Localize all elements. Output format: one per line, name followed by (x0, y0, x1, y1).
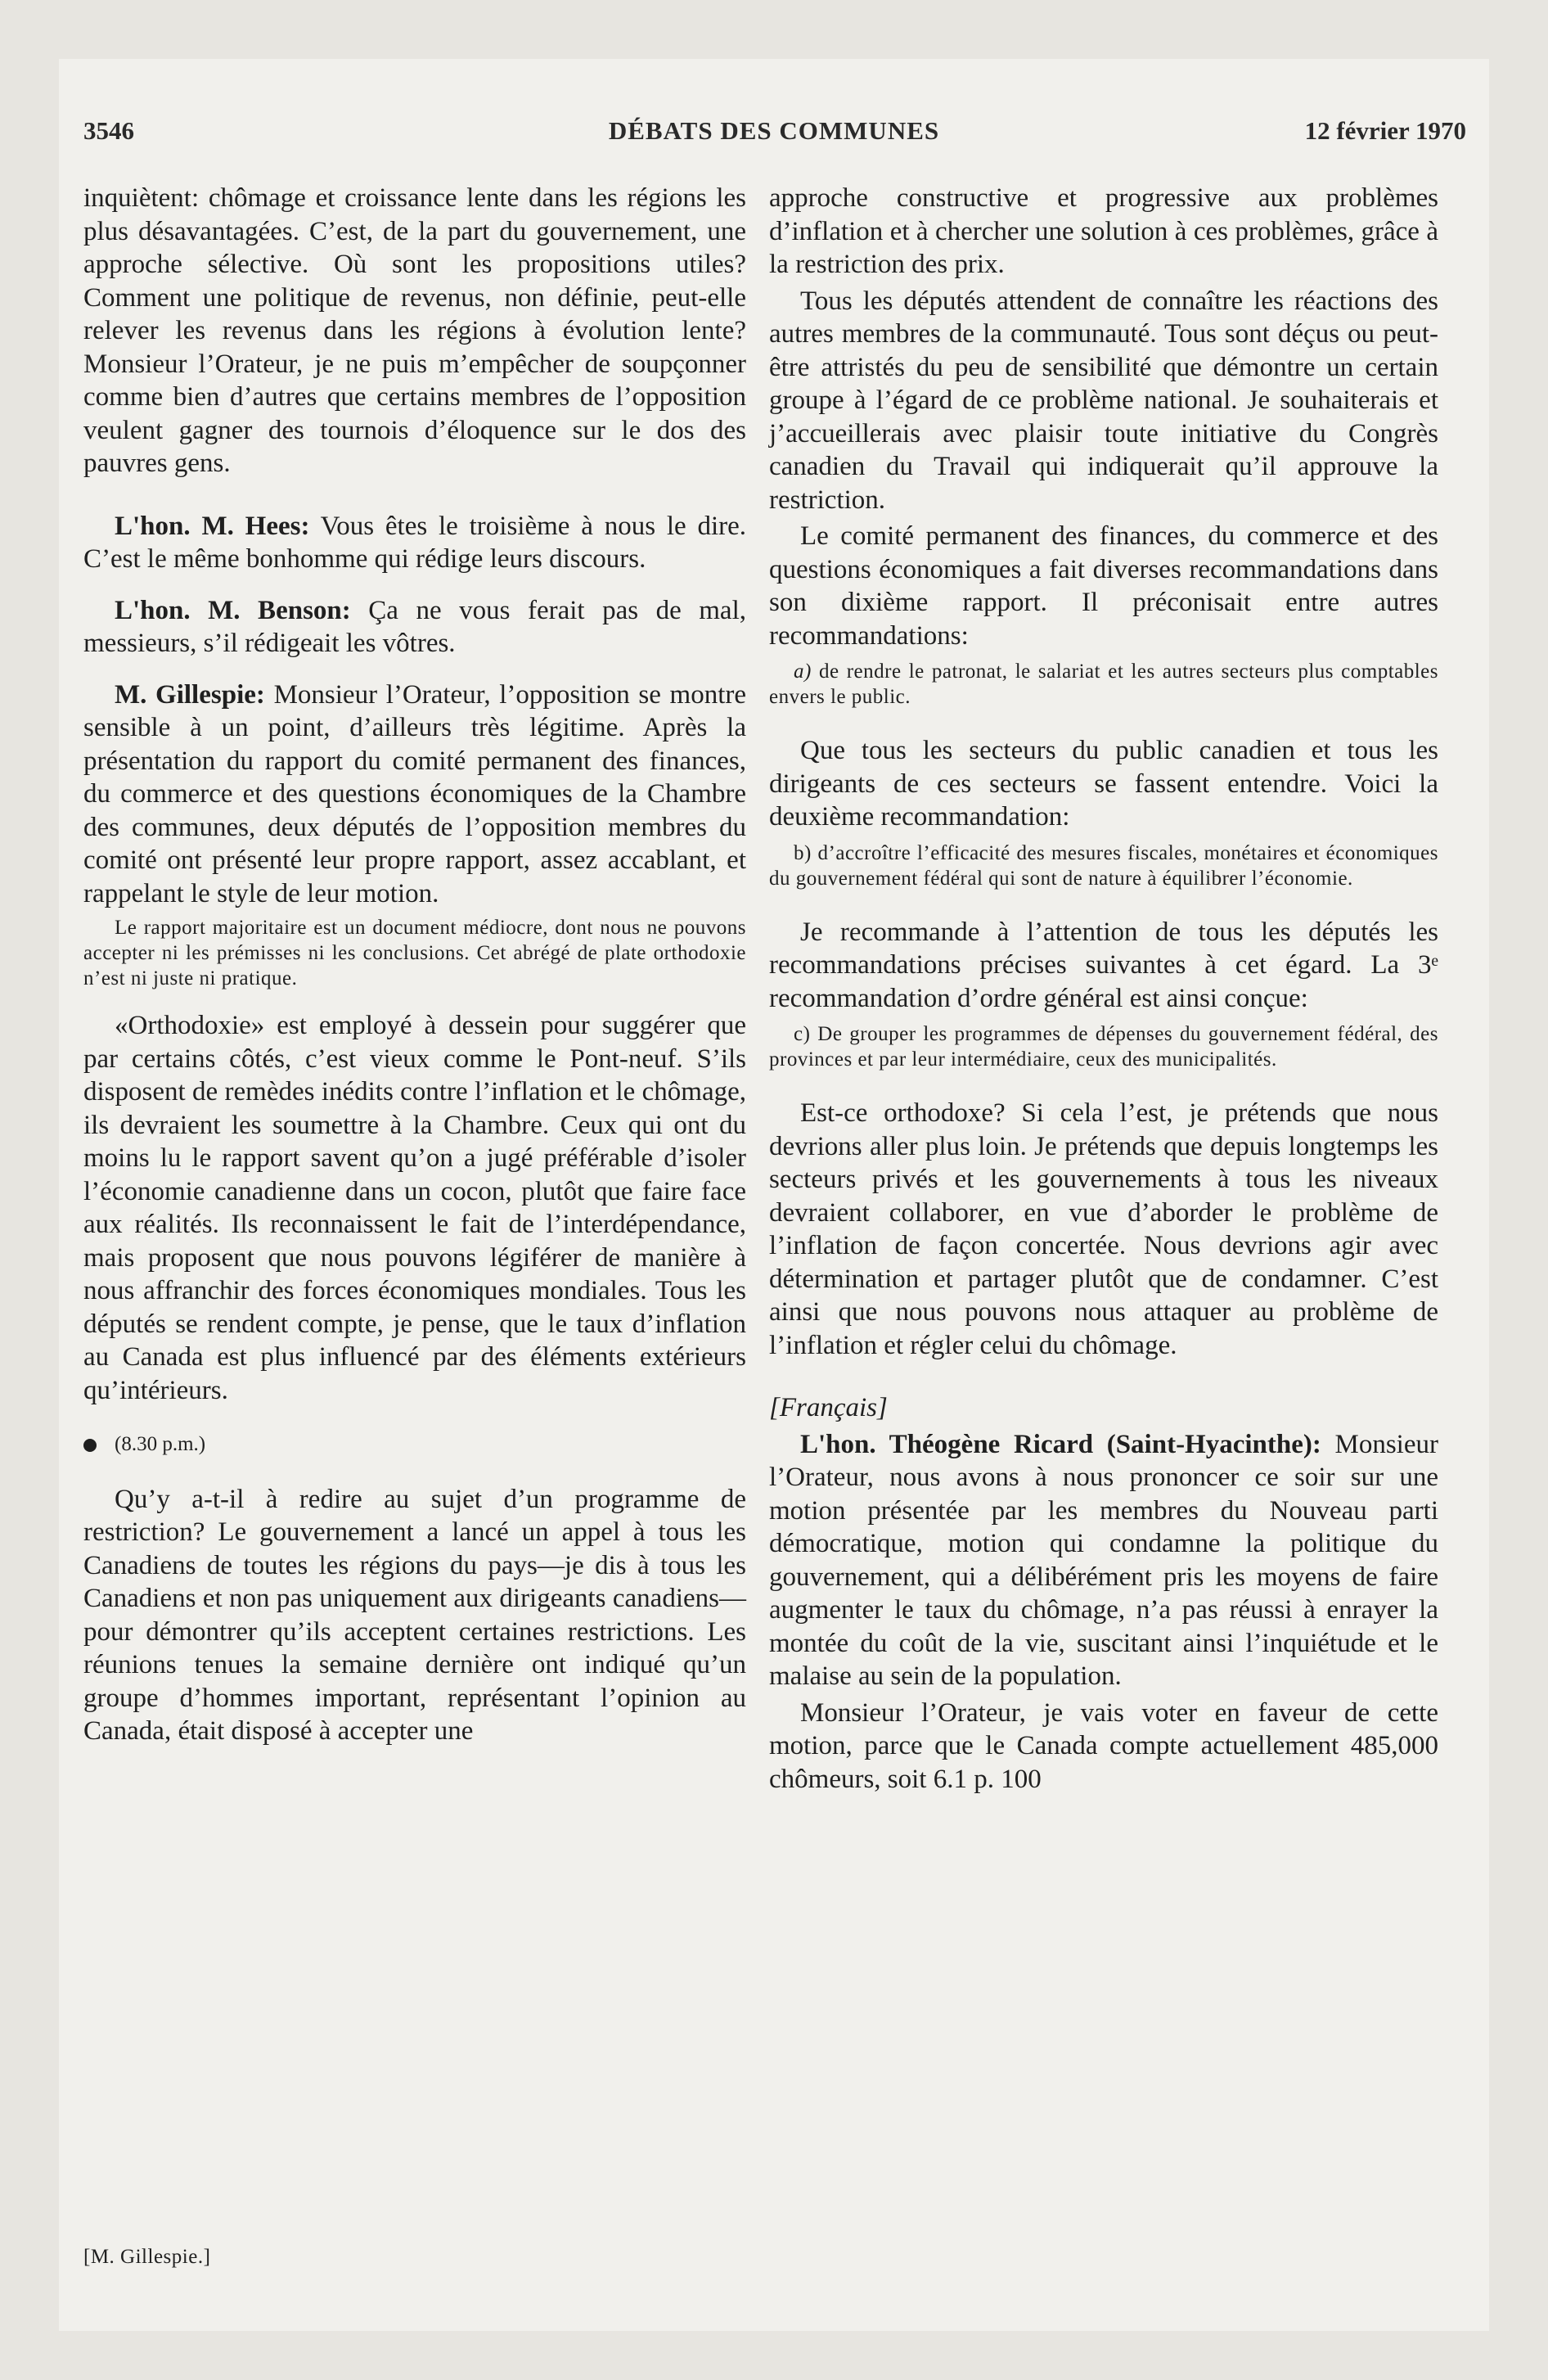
paragraph: Le comité permanent des finances, du commerce et des questions économiques a fait diverses recommandations dans son dixième rapport. Il préconisait entre autres recommandations: (769, 521, 1438, 651)
recommendation-text: d’accroître l’efficacité des mesures fiscales, monétaires et économiques du gouvernement fédéral qui sont de nature à équilibrer l’économie. (769, 841, 1439, 890)
speaker-name: L'hon. Théogène Ricard (Saint-Hyacinthe): (800, 1429, 1321, 1459)
speech-gillespie (83, 678, 746, 911)
right-column (769, 182, 1438, 1799)
paragraph: Qu’y a-t-il à redire au sujet d’un programme de restriction? Le gouvernement a lancé un appel à tous les Canadiens de toutes les régions du pays—je dis à tous les Canadiens et non pas uniquement aux dirigeants canadiens—pour démontrer qu’ils acceptent certaines restrictions. Les réunions tenues la semaine dernière ont indiqué qu’un groupe d’hommes important, représentant l’opinion au Canada, était disposé à accepter une (83, 1484, 746, 1746)
recommendation-a (769, 659, 1438, 710)
recommendation-label: a) (794, 660, 812, 683)
speech-benson (83, 594, 746, 660)
bullet-icon (83, 1439, 97, 1452)
page-header (59, 116, 1489, 157)
paragraph: Que tous les secteurs du public canadien et tous les dirigeants de ces secteurs se fassent entendre. Voici la deuxième recommandation: (769, 736, 1438, 832)
speech-ricard (769, 1428, 1438, 1693)
document-page (59, 59, 1489, 2331)
speech-text: Vous êtes le troisième à nous le dire. C’est le même bonhomme qui rédige leurs discours. (83, 511, 747, 574)
speech-text: Monsieur l’Orateur, nous avons à nous prononcer ce soir sur une motion présentée par les membres du Nouveau parti démocratique, motion qui condamne la politique du gouvernement, qui a délibérément pris les moyens de faire augmenter le taux du chômage, n’a pas réussi à enrayer la montée du coût de la vie, suscitant ainsi l’inquiétude et le malaise au sein de la population. (769, 1429, 1438, 1691)
recommendation-label: c) (794, 1023, 811, 1045)
left-column (83, 182, 746, 1751)
page-title: DÉBATS DES COMMUNES (608, 116, 940, 145)
paragraph: «Orthodoxie» est employé à dessein pour suggérer que par certains côtés, c’est vieux comme le Pont-neuf. S’ils disposent de remèdes inédits contre l’inflation et le chômage, ils devraient les soumettre à la Chambre. Ceux qui ont du moins lu le rapport savent qu’on a jugé préférable d’isoler l’économie canadienne dans un cocon, plutôt que faire face aux réalités. Ils reconnaissent le fait de l’interdépendance, mais proposent que nous pouvons légiférer de manière à nous affranchir des forces économiques mondiales. Tous les députés se rendent compte, je pense, que le taux d’inflation au Canada est plus influencé par des éléments extérieurs qu’intérieurs. (83, 1011, 746, 1405)
recommendation-text: de rendre le patronat, le salariat et les autres secteurs plus comptables envers le public. (769, 660, 1439, 708)
quotation: Le rapport majoritaire est un document médiocre, dont nous ne pouvons accepter ni les prémisses ni les conclusions. Cet abrégé de plate orthodoxie n’est ni juste ni pratique. (83, 917, 746, 989)
paragraph: approche constructive et progressive aux problèmes d’inflation et à chercher une solution à ces problèmes, grâce à la restriction des prix. (769, 183, 1438, 279)
speaker-footer: [M. Gillespie.] (83, 2246, 211, 2268)
time-marker (83, 1428, 746, 1462)
page-number: 3546 (83, 116, 134, 145)
recommendation-label: b) (794, 841, 812, 864)
recommendation-b (769, 841, 1438, 891)
speaker-name: M. Gillespie: (115, 679, 265, 710)
paragraph: Tous les députés attendent de connaître les réactions des autres membres de la communauté. Tous sont déçus ou peut-être attristés du peu de sensibilité que démontre un certain groupe à l’égard de ce problème national. Je souhaiterais et j’accueillerais avec plaisir toute initiative du Congrès canadien du Travail qui indiquerait qu’il approuve la restriction. (769, 286, 1438, 515)
recommendation-c (769, 1021, 1438, 1072)
paragraph: Je recommande à l’attention de tous les députés les recommandations précises suivantes à cet égard. La 3ᵉ recommandation d’ordre général est ainsi conçue: (769, 917, 1438, 1013)
paragraph: Est-ce orthodoxe? Si cela l’est, je prétends que nous devrions aller plus loin. Je prétends que depuis longtemps les secteurs privés et les gouvernements à tous les niveaux devraient collaborer, en vue d’aborder le problème de l’inflation de façon concertée. Nous devrions agir avec détermination et partager plutôt que de condamner. C’est ainsi que nous pouvons nous attaquer au problème de l’inflation et régler celui du chômage. (769, 1098, 1438, 1360)
speech-hees (83, 510, 746, 576)
page-date: 12 février 1970 (1304, 116, 1466, 145)
speech-text: Ça ne vous ferait pas de mal, messieurs, s’il rédigeait les vôtres. (83, 595, 746, 658)
paragraph: inquiètent: chômage et croissance lente dans les régions les plus désavantagées. C’est, de la part du gouvernement, une approche sélective. Où sont les propositions utiles? Comment une politique de revenus, non définie, peut-elle relever les revenus dans les régions à évolution lente? Monsieur l’Orateur, je ne puis m’empêcher de soupçonner comme bien d’autres que certains membres de l’opposition veulent gagner des tournois d’éloquence sur le dos des pauvres gens. (83, 183, 746, 478)
speaker-name: L'hon. M. Hees: (115, 511, 310, 541)
speaker-name: L'hon. M. Benson: (115, 595, 351, 625)
recommendation-text: De grouper les programmes de dépenses du gouvernement fédéral, des provinces et par leur intermédiaire, ceux des municipalités. (769, 1023, 1438, 1071)
language-tag: [Français] (769, 1393, 888, 1422)
time-text: (8.30 p.m.) (115, 1433, 206, 1455)
speech-text: Monsieur l’Orateur, l’opposition se montre sensible à un point, d’ailleurs très légitime. Après la présentation du rapport du comité permanent des finances, du commerce et des questions économiques de la Chambre des communes, deux députés de l’opposition membres du comité ont présenté leur propre rapport, assez accablant, et rappelant le style de leur motion. (83, 679, 747, 908)
paragraph: Monsieur l’Orateur, je vais voter en faveur de cette motion, parce que le Canada compte actuellement 485,000 chômeurs, soit 6.1 p. 100 (769, 1697, 1438, 1794)
